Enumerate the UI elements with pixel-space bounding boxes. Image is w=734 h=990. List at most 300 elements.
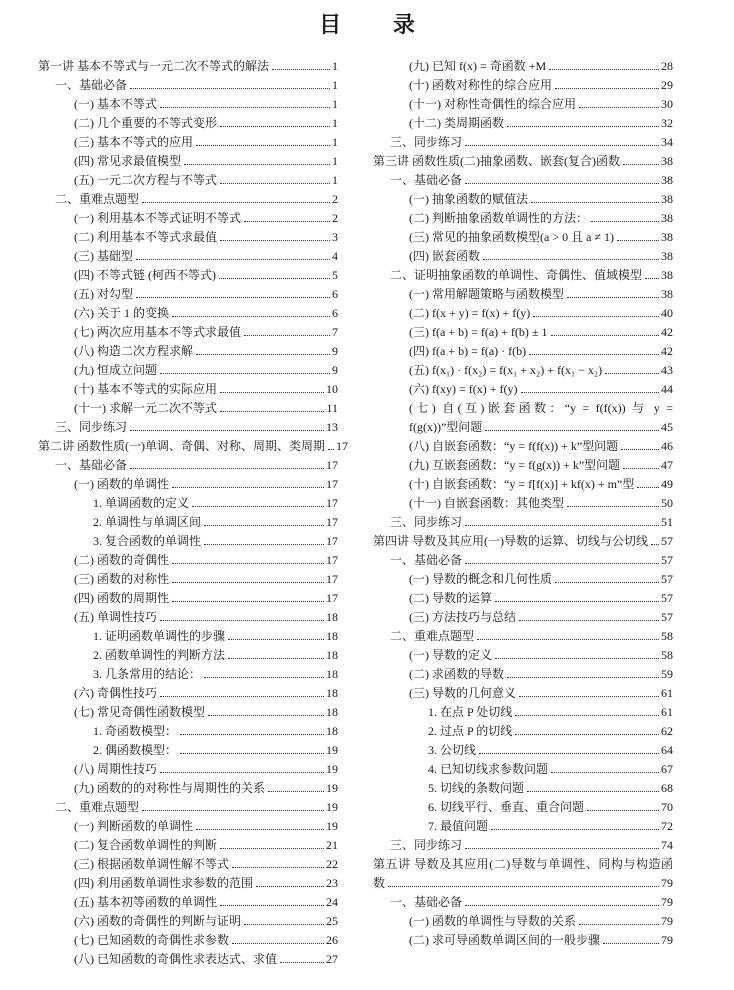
toc-entry-title: 2. 单调性与单调区间 [93,515,202,529]
toc-page-number: 23 [326,876,338,890]
toc-subsection-entry[interactable] [373,397,673,416]
toc-subsection-entry[interactable] [38,245,338,264]
toc-page-number: 47 [661,458,673,472]
toc-subsection-entry[interactable] [38,872,338,891]
dot-leader [136,297,330,298]
toc-entry-title: (九) 已知 f(x) = 奇函数 +M [409,59,547,73]
dot-leader [527,791,659,792]
toc-entry-title: 1. 在点 P 处切线 [428,705,513,719]
dot-leader [515,715,659,716]
toc-entry-title: (六) f(xy) = f(x) + f(y) [409,382,518,396]
dot-leader [651,544,659,545]
dot-leader [645,278,659,279]
toc-entry-title: (六) 关于 1 的变换 [74,306,169,320]
toc-entry-title: (一) 常用解题策略与函数模型 [409,287,564,301]
toc-page-number: 45 [661,420,673,434]
dot-leader [507,126,659,127]
toc-page-number: 17 [326,572,338,586]
toc-subsection-entry[interactable] [38,473,338,492]
toc-subsection-entry[interactable] [38,226,338,245]
toc-page-number: 34 [661,135,673,149]
dot-leader [591,221,659,222]
toc-page-number: 1 [332,173,338,187]
toc-subsection-entry[interactable] [38,606,338,625]
dot-leader [130,468,324,469]
toc-entry-title: 1. 奇函数模型： [93,724,178,738]
page-title: 目 录 [319,13,437,38]
dot-leader [219,278,330,279]
toc-subsection-entry[interactable] [38,663,338,682]
dot-leader [491,829,659,830]
toc-entry-title: 第二讲 函数性质(一)单调、奇偶、对称、周期、类周期 [38,439,325,453]
toc-entry-title: 二、重难点题型 [55,800,140,814]
toc-page-number: 10 [326,382,338,396]
toc-subsection-entry[interactable] [38,321,338,340]
toc-page-number: 1 [332,116,338,130]
dot-leader [272,69,330,70]
toc-page-number: 18 [326,705,338,719]
toc-subsection-entry[interactable] [38,359,338,378]
toc-subsection-entry[interactable] [38,644,338,663]
toc-entry-title: (五) 单调性技巧 [74,610,157,624]
toc-page-number: 1 [332,97,338,111]
dot-leader [529,354,659,355]
toc-subsection-entry[interactable] [38,397,338,416]
toc-subsection-entry[interactable] [38,112,338,131]
toc-page-number: 42 [661,325,673,339]
dot-leader [621,449,659,450]
toc-entry-title: (三) 导数的几何意义 [409,686,516,700]
toc-section-entry[interactable] [38,188,338,207]
dot-leader [479,753,659,754]
toc-section-entry[interactable] [373,169,673,188]
toc-entry-title: 第一讲 基本不等式与一元二次不等式的解法 [38,59,270,73]
toc-chapter-entry[interactable] [38,435,348,454]
dot-leader [507,677,659,678]
toc-entry-title: (八) 自嵌套函数：“y = f(f(x)) + k”型问题 [409,439,619,453]
toc-subsection-entry[interactable] [38,283,338,302]
dot-leader [531,202,659,203]
toc-page-number: 9 [332,344,338,358]
toc-page-number: 57 [661,591,673,605]
toc-entry-title: (五) 对勾型 [74,287,133,301]
toc-entry-title: 第四讲 导数及其应用(一)导数的运算、切线与公切线 [373,534,648,548]
toc-page-number: 19 [326,819,338,833]
toc-subsection-entry[interactable] [38,568,338,587]
toc-section-entry[interactable] [373,549,673,568]
dot-leader [521,392,660,393]
toc-entry-title: (二) 导数的运算 [409,591,492,605]
dot-leader [220,848,324,849]
dot-leader [465,905,659,906]
dot-leader [196,829,324,830]
toc-subsection-entry[interactable] [373,739,673,758]
dot-leader [228,658,324,659]
toc-page-number: 17 [326,458,338,472]
toc-subsection-entry[interactable] [373,207,673,226]
toc-subsection-entry[interactable] [373,796,673,815]
toc-subsection-entry[interactable] [373,55,673,74]
dot-leader [160,620,324,621]
toc-page-number: 11 [326,401,338,415]
toc-page-number: 49 [661,477,673,491]
toc-entry-title: 4. 已知切线求参数问题 [428,762,549,776]
toc-subsection-entry[interactable] [38,207,338,226]
dot-leader [579,107,659,108]
toc-page-number: 67 [661,762,673,776]
toc-entry-title: (一) 导数的概念和几何性质 [409,572,552,586]
dot-leader [172,316,330,317]
toc-subsection-entry[interactable] [373,701,673,720]
toc-subsection-entry[interactable] [373,93,673,112]
toc-page-number: 38 [661,173,673,187]
toc-subsection-entry[interactable] [373,340,673,359]
toc-entry-title: (三) 常见的抽象函数模型(a > 0 且 a ≠ 1) [409,230,614,244]
toc-entry-title: (二) 求可导函数单调区间的一般步骤 [409,933,600,947]
toc-entry-title: (二) 几个重要的不等式变形 [74,116,217,130]
toc-page-number: 61 [661,686,673,700]
toc-subsection-entry[interactable] [38,93,338,112]
toc-subsection-entry[interactable] [38,720,338,739]
toc-subsection-entry[interactable] [38,853,338,872]
toc-entry-title: 1. 证明函数单调性的步骤 [93,629,226,643]
toc-section-entry[interactable] [38,454,338,473]
toc-page-number: 38 [661,211,673,225]
toc-subsection-entry[interactable] [373,359,673,378]
dot-leader [228,639,324,640]
toc-page-number: 19 [326,781,338,795]
dot-leader [192,506,324,507]
toc-entry-title: 1. 单调函数的定义 [93,496,190,510]
toc-subsection-entry[interactable] [38,625,338,644]
dot-leader [465,563,659,564]
toc-subsection-entry[interactable] [38,511,338,530]
dot-leader [160,107,330,108]
toc-subsection-entry[interactable] [373,929,673,948]
toc-entry-title: (四) 利用函数单调性求参数的范围 [74,876,253,890]
toc-entry-title: (十二) 类周期函数 [409,116,504,130]
dot-leader [256,886,324,887]
toc-section-entry[interactable] [373,264,673,283]
toc-chapter-entry[interactable] [373,530,673,549]
toc-subsection-entry[interactable] [373,378,673,397]
toc-entry-title: (七) 常见奇偶性函数模型 [74,705,205,719]
toc-entry-title: (十) 自嵌套函数：“y = f[f(x)] + kf(x) + m”型 [409,477,635,491]
dot-leader [555,88,659,89]
toc-subsection-entry[interactable] [38,701,338,720]
toc-section-entry[interactable] [373,834,673,853]
dot-leader [160,373,330,374]
toc-subsection-entry[interactable] [38,948,338,967]
toc-entry-title: 6. 切线平行、垂直、重合问题 [428,800,585,814]
toc-page-number: 61 [661,705,673,719]
toc-entry-title: (三) 基础型 [74,249,133,263]
toc-page-number: 70 [661,800,673,814]
toc-subsection-entry[interactable] [38,739,338,758]
dot-leader [605,373,659,374]
dot-leader [160,772,324,773]
dot-leader [142,810,324,811]
dot-leader [268,791,324,792]
toc-entry-title: 一、基础必备 [55,458,128,472]
dot-leader [196,354,330,355]
toc-subsection-entry[interactable] [373,473,673,492]
toc-subsection-entry[interactable] [38,929,338,948]
dot-leader [130,88,330,89]
toc-subsection-entry[interactable] [38,682,338,701]
toc-subsection-entry[interactable] [373,910,673,929]
toc-entry-title: (七) 两次应用基本不等式求最值 [74,325,241,339]
toc-section-entry[interactable] [38,416,338,435]
dot-leader [495,601,659,602]
toc-subsection-entry[interactable] [373,815,673,834]
toc-chapter-entry-continued[interactable] [373,872,673,891]
toc-subsection-entry[interactable] [373,606,673,625]
toc-entry-title: (一) 函数的单调性 [74,477,169,491]
toc-page-number: 40 [661,306,673,320]
toc-page-number: 4 [332,249,338,263]
toc-entry-title: (十一) 对称性奇偶性的综合应用 [409,97,576,111]
dot-leader [515,734,659,735]
toc-entry-title: 三、同步练习 [390,515,463,529]
toc-page-number: 21 [326,838,338,852]
toc-subsection-entry[interactable] [373,302,673,321]
toc-page-number: 28 [661,59,673,73]
toc-page-number: 57 [661,553,673,567]
toc-entry-title: (三) 函数的对称性 [74,572,169,586]
toc-entry-title: (四) 函数的周期性 [74,591,169,605]
toc-page-number: 19 [326,762,338,776]
toc-page-number: 58 [661,629,673,643]
dot-leader [495,658,659,659]
toc-entry-title: (五) f(x₁) · f(x₂) = f(x₁ + x₂) + f(x₁ − x₂) [409,363,603,377]
toc-subsection-entry[interactable] [38,131,338,150]
dot-leader [587,810,659,811]
dot-leader [244,924,324,925]
toc-page-number: 22 [326,857,338,871]
toc-subsection-entry[interactable] [373,321,673,340]
toc-entry-title: (五) 基本初等函数的单调性 [74,895,217,909]
toc-subsection-entry[interactable] [38,891,338,910]
toc-subsection-entry[interactable] [38,264,338,283]
dot-leader [130,430,324,431]
toc-page-number: 17 [336,439,348,453]
toc-page-number: 68 [661,781,673,795]
toc-page-number: 5 [332,268,338,282]
toc-subsection-entry[interactable] [38,302,338,321]
dot-leader [485,430,659,431]
toc-page-number: 38 [661,268,673,282]
toc-subsection-entry[interactable] [38,492,338,511]
dot-leader [579,924,659,925]
toc-subsection-entry[interactable] [38,758,338,777]
toc-entry-title: (四) 不等式链 (柯西不等式) [74,268,216,282]
toc-page-number: 18 [326,686,338,700]
toc-page-number: 57 [661,572,673,586]
toc-subsection-entry[interactable] [373,435,673,454]
toc-entry-title: (一) 基本不等式 [74,97,157,111]
toc-subsection-entry[interactable] [373,74,673,93]
toc-page-number: 27 [326,952,338,966]
toc-subsection-entry[interactable] [38,340,338,359]
toc-page-number: 38 [661,192,673,206]
toc-page-number: 25 [326,914,338,928]
dot-leader [623,468,659,469]
toc-entry-title: 二、重难点题型 [55,192,140,206]
dot-leader [567,506,659,507]
toc-subsection-entry[interactable] [373,720,673,739]
dot-leader [136,259,330,260]
dot-leader [220,905,324,906]
dot-leader [172,487,324,488]
toc-section-entry[interactable] [38,796,338,815]
toc-entry-title: (七) 自(互)嵌套函数：“y = f(f(x)) 与 y = [409,401,673,415]
toc-entry-title: 第三讲 函数性质(二)抽象函数、嵌套(复合)函数 [373,154,620,168]
toc-entry-title: (八) 构造二次方程求解 [74,344,193,358]
toc-entry-title: 一、基础必备 [390,553,463,567]
dot-leader [483,259,659,260]
dot-leader [533,316,659,317]
toc-subsection-entry-continued[interactable] [373,416,673,435]
toc-page-number: 79 [661,876,673,890]
toc-subsection-entry[interactable] [373,188,673,207]
toc-entry-title: (四) 常见求最值模型 [74,154,181,168]
dot-leader [180,734,324,735]
toc-section-entry[interactable] [373,891,673,910]
toc-subsection-entry[interactable] [38,910,338,929]
toc-subsection-entry[interactable] [38,834,338,853]
dot-leader [232,867,324,868]
toc-page-number: 79 [661,914,673,928]
dot-leader [220,183,330,184]
toc-subsection-entry[interactable] [373,758,673,777]
toc-subsection-entry[interactable] [373,777,673,796]
toc-section-entry[interactable] [373,625,673,644]
dot-leader [567,297,659,298]
toc-page-number: 38 [661,154,673,168]
toc-page-number: 51 [661,515,673,529]
toc-subsection-entry[interactable] [373,454,673,473]
dot-leader [465,525,659,526]
toc-subsection-entry[interactable] [38,530,338,549]
toc-subsection-entry[interactable] [373,663,673,682]
dot-leader [477,639,659,640]
dot-leader [280,962,324,963]
toc-subsection-entry[interactable] [373,226,673,245]
toc-entry-title: 三、同步练习 [390,135,463,149]
toc-page-number: 2 [332,211,338,225]
toc-page-number: 17 [326,534,338,548]
toc-subsection-entry[interactable] [38,378,338,397]
toc-section-entry[interactable] [38,74,338,93]
toc-section-entry[interactable] [373,131,673,150]
toc-page-number: 59 [661,667,673,681]
dot-leader [172,601,324,602]
toc-chapter-entry[interactable] [373,853,673,872]
toc-entry-title: (二) 函数的奇偶性 [74,553,169,567]
toc-entry-title: (十一) 自嵌套函数：其他类型 [409,496,564,510]
toc-section-entry[interactable] [373,511,673,530]
dot-leader [220,392,324,393]
toc-page-number: 1 [332,135,338,149]
toc-chapter-entry[interactable] [373,150,673,169]
toc-entry-title: 2. 过点 P 的切线 [428,724,513,738]
toc-page-number: 24 [326,895,338,909]
toc-page-number: 3 [332,230,338,244]
toc-entry-title: (十) 基本不等式的实际应用 [74,382,217,396]
dot-leader [204,544,324,545]
toc-page-number: 19 [326,800,338,814]
toc-subsection-entry[interactable] [373,283,673,302]
toc-left-column [38,55,348,967]
toc-page-number: 72 [661,819,673,833]
toc-subsection-entry[interactable] [373,245,673,264]
toc-subsection-entry[interactable] [38,777,338,796]
toc-page-number: 18 [326,724,338,738]
dot-leader [160,696,324,697]
toc-subsection-entry[interactable] [373,644,673,663]
toc-entry-title: 2. 偶函数模型： [93,743,178,757]
toc-page-number: 30 [661,97,673,111]
toc-page-number: 62 [661,724,673,738]
dot-leader [549,69,659,70]
toc-subsection-entry[interactable] [38,587,338,606]
dot-leader [172,563,324,564]
dot-leader [220,126,330,127]
dot-leader [551,335,660,336]
toc-subsection-entry[interactable] [38,150,338,169]
toc-page-number: 50 [661,496,673,510]
toc-subsection-entry[interactable] [38,815,338,834]
toc-entry-title: (二) 求函数的导数 [409,667,504,681]
toc-entry-title: 一、基础必备 [55,78,128,92]
dot-leader [208,715,324,716]
toc-entry-title: 3. 复合函数的单调性 [93,534,202,548]
dot-leader [328,449,334,450]
toc-subsection-entry[interactable] [38,549,338,568]
toc-subsection-entry[interactable] [373,492,673,511]
toc-entry-title: (六) 奇偶性技巧 [74,686,157,700]
toc-page-number: 17 [326,496,338,510]
toc-entry-title: 二、重难点题型 [390,629,475,643]
dot-leader [204,525,324,526]
toc-entry-title: (二) 复合函数单调性的判断 [74,838,217,852]
dot-leader [551,772,659,773]
toc-entry-title: 5. 切线的条数问题 [428,781,525,795]
toc-entry-title: (八) 已知函数的奇偶性求表达式、求值 [74,952,277,966]
toc-subsection-entry[interactable] [373,682,673,701]
toc-subsection-entry[interactable] [373,112,673,131]
dot-leader [244,335,330,336]
dot-leader [184,164,330,165]
toc-page-number: 17 [326,477,338,491]
toc-page-number: 79 [661,895,673,909]
toc-page-number: 18 [326,667,338,681]
toc-entry-title: (二) f(x + y) = f(x) + f(y) [409,306,531,320]
toc-entry-title-continued: f(g(x))”型问题 [409,420,483,434]
toc-page-number: 7 [332,325,338,339]
toc-subsection-entry[interactable] [373,587,673,606]
toc-entry-title: (七) 已知函数的奇偶性求参数 [74,933,229,947]
toc-subsection-entry[interactable] [38,169,338,188]
toc-entry-title: 一、基础必备 [390,173,463,187]
toc-chapter-entry[interactable] [38,55,338,74]
toc-subsection-entry[interactable] [373,568,673,587]
toc-page-number: 17 [326,553,338,567]
toc-page-number: 1 [332,154,338,168]
toc-page-number: 19 [326,743,338,757]
toc-entry-title: (三) 根据函数单调性解不等式 [74,857,229,871]
